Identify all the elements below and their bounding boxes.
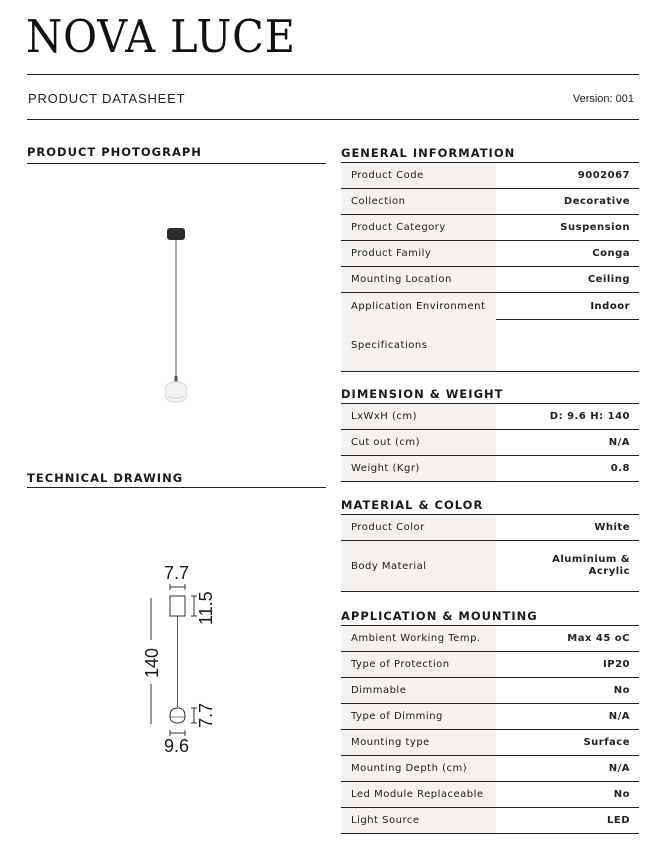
dim-label-total-height: 140 [142, 647, 162, 678]
row-value: Decorative [563, 196, 630, 207]
row-value: No [613, 789, 630, 800]
row-value: 9002067 [577, 170, 630, 181]
row-value: Max 45 oC [567, 633, 630, 644]
row-label: Body Material [341, 541, 496, 591]
header-divider-bottom [27, 119, 639, 120]
dimension-weight-table [341, 403, 639, 482]
material-color-heading: MATERIAL & COLOR [341, 498, 484, 512]
row-value: N/A [608, 711, 630, 722]
row-label: Dimmable [341, 678, 496, 703]
table-row [341, 430, 639, 456]
product-photograph-divider [27, 163, 326, 164]
row-value: Aluminium & Acrylic [552, 554, 630, 577]
row-label: Product Category [341, 215, 496, 240]
table-row [341, 626, 639, 652]
row-label: Weight (Kgr) [341, 456, 496, 481]
row-value: Indoor [496, 293, 639, 320]
row-value: 0.8 [610, 463, 630, 474]
row-value: N/A [608, 763, 630, 774]
brand-logo: NOVA LUCE [26, 10, 296, 63]
table-row [341, 704, 639, 730]
row-value: White [594, 522, 630, 533]
header-divider-top [27, 74, 639, 75]
row-label: LxWxH (cm) [341, 404, 496, 429]
application-mounting-table [341, 625, 639, 834]
row-label: Type of Dimming [341, 704, 496, 729]
table-row-merged [341, 293, 639, 372]
version-label: Version: 001 [572, 93, 634, 105]
row-label: Product Code [341, 163, 496, 188]
technical-drawing [130, 560, 250, 760]
material-color-table [341, 514, 639, 592]
row-value: Conga [592, 248, 630, 259]
row-value: No [613, 685, 630, 696]
product-photograph-heading: PRODUCT PHOTOGRAPH [27, 145, 202, 159]
table-row [341, 215, 639, 241]
table-row [341, 515, 639, 541]
general-information-table [341, 162, 639, 372]
table-row [341, 808, 639, 834]
table-row [341, 756, 639, 782]
row-value [496, 320, 639, 371]
dim-label-top-width: 7.7 [164, 563, 190, 583]
general-information-heading: GENERAL INFORMATION [341, 146, 516, 160]
row-label: Product Family [341, 241, 496, 266]
row-label: Mounting Depth (cm) [341, 756, 496, 781]
table-row [341, 456, 639, 482]
table-row [341, 163, 639, 189]
table-row [341, 652, 639, 678]
product-photo [150, 220, 210, 410]
technical-drawing-divider [27, 487, 326, 488]
dim-label-bottom-height: 7.7 [196, 702, 216, 728]
row-label: Collection [341, 189, 496, 214]
row-label: Light Source [341, 808, 496, 833]
row-label: Specifications [351, 339, 428, 351]
table-row [341, 730, 639, 756]
row-value: N/A [608, 437, 630, 448]
row-label: Application Environment [351, 300, 486, 312]
row-value: IP20 [603, 659, 630, 670]
drawing-canopy [170, 596, 185, 616]
row-label: Product Color [341, 515, 496, 540]
row-label: Ambient Working Temp. [341, 626, 496, 651]
row-label: Led Module Replaceable [341, 782, 496, 807]
technical-drawing-heading: TECHNICAL DRAWING [27, 471, 184, 485]
dim-label-top-height: 11.5 [196, 591, 216, 625]
application-mounting-heading: APPLICATION & MOUNTING [341, 609, 538, 623]
pendant-shade [165, 382, 187, 402]
table-row [341, 189, 639, 215]
table-row [341, 267, 639, 293]
document-title: PRODUCT DATASHEET [28, 91, 186, 106]
row-value: Ceiling [587, 274, 630, 285]
table-row [341, 404, 639, 430]
table-row [341, 678, 639, 704]
dimension-weight-heading: DIMENSION & WEIGHT [341, 387, 504, 401]
table-row [341, 541, 639, 592]
row-value: Suspension [560, 222, 630, 233]
row-value: D: 9.6 H: 140 [549, 411, 630, 422]
row-label: Cut out (cm) [341, 430, 496, 455]
row-value: Surface [583, 737, 630, 748]
ceiling-canopy [167, 228, 185, 240]
row-label: Mounting type [341, 730, 496, 755]
cable-grip [175, 376, 178, 382]
row-label: Type of Protection [341, 652, 496, 677]
table-row [341, 782, 639, 808]
table-row [341, 241, 639, 267]
row-value: LED [606, 815, 630, 826]
row-label: Mounting Location [341, 267, 496, 292]
dim-label-bottom-width: 9.6 [164, 736, 190, 756]
drawing-shade [170, 708, 185, 723]
